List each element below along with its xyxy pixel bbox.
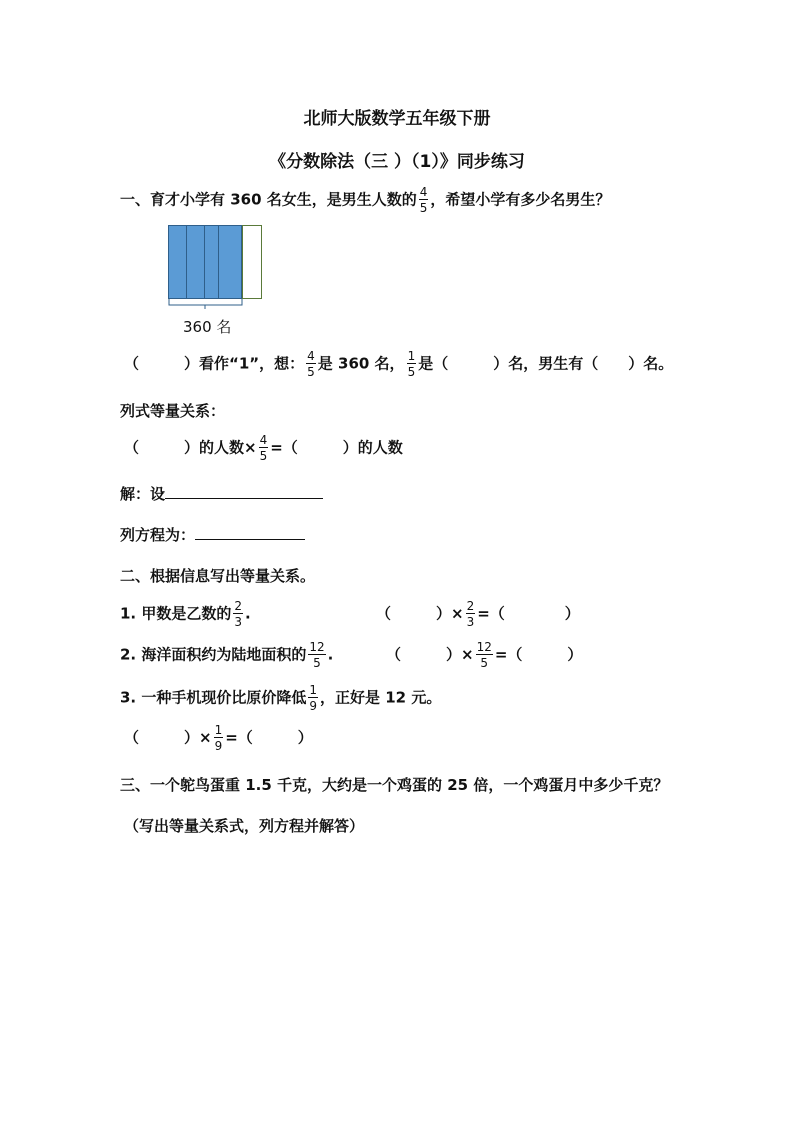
- item-1-fraction: $\frac{2}{3}$: [234, 599, 242, 629]
- relation-2-text-b: =（ ）: [494, 645, 583, 664]
- solve-line: [120, 483, 323, 504]
- question-2-relation-3: [124, 724, 313, 752]
- fill-fraction-2: $\frac{1}{5}$: [407, 349, 416, 379]
- relation-text-b: =（ ）的人数: [270, 438, 403, 457]
- equation-answer-line[interactable]: [195, 539, 305, 540]
- item-1-text-b: .: [245, 604, 251, 623]
- relation-1-text-b: =（ ）: [477, 604, 580, 623]
- relation-heading: 列式等量关系：: [120, 402, 226, 420]
- bar-segment-empty: [242, 225, 262, 299]
- item-2-fraction: $\frac{12}{5}$: [309, 640, 325, 670]
- question-1-text-b: ，希望小学有多少名男生？: [430, 190, 611, 209]
- page-subtitle: 《分数除法（三 ）（1）》同步练习: [269, 152, 525, 172]
- question-2-heading: 二、根据信息写出等量关系。: [120, 567, 316, 585]
- question-1: [120, 186, 610, 214]
- equation-line: [120, 524, 305, 545]
- figure-label: 360 名: [183, 318, 232, 336]
- item-2-text-a: 2. 海洋面积约为陆地面积的: [120, 645, 307, 664]
- item-3-text-b: ，正好是 12 元。: [320, 688, 442, 707]
- question-1-fraction: $\frac{4}{5}$: [419, 185, 428, 215]
- bar-segment-4: [218, 225, 242, 299]
- question-2-item-3: [120, 684, 441, 712]
- item-1-text-a: 1. 甲数是乙数的: [120, 604, 232, 623]
- relation-line: [124, 434, 403, 462]
- question-1-fill-line: [124, 350, 673, 378]
- relation-fraction: $\frac{4}{5}$: [259, 433, 268, 463]
- relation-3-text-b: =（ ）: [225, 728, 313, 747]
- equation-label: 列方程为：: [120, 526, 196, 544]
- page-title: 北师大版数学五年级下册: [303, 109, 491, 129]
- solve-label: 解：设: [120, 485, 166, 503]
- question-2-item-1: [120, 600, 251, 628]
- item-3-text-a: 3. 一种手机现价比原价降低: [120, 688, 307, 707]
- question-1-text-a: 一、育才小学有 360 名女生，是男生人数的: [120, 190, 417, 209]
- fill-fraction-1: $\frac{4}{5}$: [307, 349, 315, 379]
- item-2-text-b: .: [327, 645, 334, 664]
- relation-1-text-a: （ ）×: [376, 604, 464, 623]
- fill-text-c: 是（ ）名，男生有（ ）名。: [418, 354, 674, 373]
- relation-3-text-a: （ ）×: [124, 728, 212, 747]
- relation-1-fraction: $\frac{2}{3}$: [466, 599, 475, 629]
- question-3-note: （写出等量关系式，列方程并解答）: [124, 817, 365, 835]
- question-2-relation-2: [386, 641, 582, 669]
- question-2-relation-1: [376, 600, 580, 628]
- question-3-text: 三、一个鸵鸟蛋重 1.5 千克，大约是一个鸡蛋的 25 倍，一个鸡蛋月中多少千克？: [120, 776, 669, 794]
- question-2-item-2: [120, 641, 333, 669]
- relation-2-text-a: （ ）×: [386, 645, 474, 664]
- relation-2-fraction: $\frac{12}{5}$: [476, 640, 492, 670]
- item-3-fraction: $\frac{1}{9}$: [309, 683, 317, 713]
- relation-3-fraction: $\frac{1}{9}$: [214, 723, 223, 753]
- fill-text-a: （ ）看作“1”，想：: [124, 354, 305, 373]
- relation-text-a: （ ）的人数×: [124, 438, 257, 457]
- solve-answer-line[interactable]: [165, 498, 323, 499]
- bracket-icon: [168, 299, 244, 311]
- fill-text-b: 是 360 名，: [317, 354, 405, 373]
